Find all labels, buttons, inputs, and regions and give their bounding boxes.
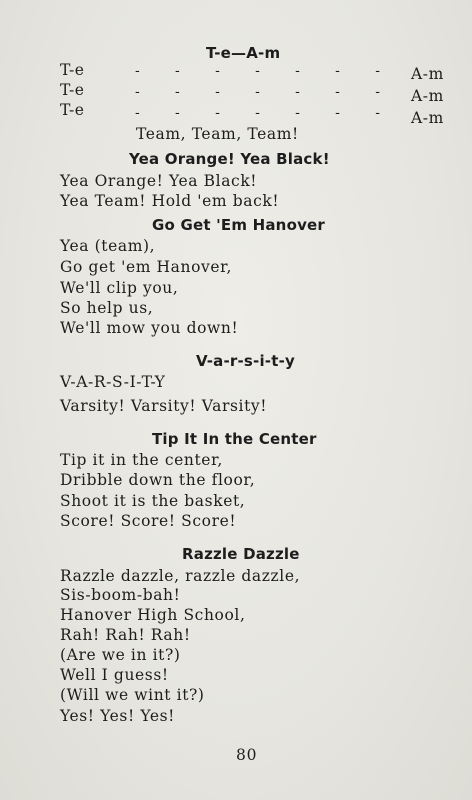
- go-get-em-line: Yea (team),: [60, 237, 156, 255]
- team-cheer-row-left: T-e: [60, 81, 85, 99]
- dash: -: [135, 84, 140, 100]
- yea-orange-line: Yea Team! Hold 'em back!: [60, 192, 280, 210]
- tip-it-line: Dribble down the floor,: [60, 471, 256, 489]
- team-cheer-row-dashes: [135, 105, 380, 121]
- tip-it-line: Shoot it is the basket,: [60, 492, 246, 510]
- razzle-dazzle-line: Sis-boom-bah!: [60, 586, 181, 604]
- dash: -: [295, 105, 300, 121]
- varsity-line: V-A-R-S-I-T-Y: [60, 373, 166, 391]
- dash: -: [255, 105, 260, 121]
- team-cheer-row-right: A-m: [411, 65, 444, 83]
- razzle-dazzle-line: Rah! Rah! Rah!: [60, 626, 191, 644]
- dash: -: [375, 105, 380, 121]
- razzle-dazzle-line: Razzle dazzle, razzle dazzle,: [60, 567, 301, 585]
- team-cheer-row-dashes: [135, 63, 380, 79]
- dash: -: [255, 63, 260, 79]
- go-get-em-line: So help us,: [60, 299, 154, 317]
- razzle-dazzle-line: Hanover High School,: [60, 606, 246, 624]
- tip-it-title: Tip It In the Center: [152, 430, 317, 448]
- dash: -: [295, 84, 300, 100]
- go-get-em-line: Go get 'em Hanover,: [60, 258, 232, 276]
- go-get-em-line: We'll clip you,: [60, 279, 179, 297]
- razzle-dazzle-line: (Will we wint it?): [60, 686, 205, 704]
- dash: -: [175, 84, 180, 100]
- yea-orange-line: Yea Orange! Yea Black!: [60, 172, 258, 190]
- dash: -: [375, 84, 380, 100]
- dash: -: [175, 105, 180, 121]
- yea-orange-title: Yea Orange! Yea Black!: [129, 150, 330, 168]
- go-get-em-line: We'll mow you down!: [60, 319, 239, 337]
- tip-it-line: Tip it in the center,: [60, 451, 223, 469]
- dash: -: [295, 63, 300, 79]
- dash: -: [135, 63, 140, 79]
- tip-it-line: Score! Score! Score!: [60, 512, 237, 530]
- dash: -: [335, 105, 340, 121]
- dash: -: [255, 84, 260, 100]
- team-cheer-row-left: T-e: [60, 61, 85, 79]
- page-number: 80: [236, 746, 258, 764]
- dash: -: [375, 63, 380, 79]
- dash: -: [215, 63, 220, 79]
- team-cheer-row-dashes: [135, 84, 380, 100]
- razzle-dazzle-line: Well I guess!: [60, 666, 169, 684]
- varsity-title: V-a-r-s-i-t-y: [196, 352, 296, 370]
- team-cheer-closing: Team, Team, Team!: [136, 125, 299, 143]
- dash: -: [215, 84, 220, 100]
- go-get-em-title: Go Get 'Em Hanover: [152, 216, 326, 234]
- razzle-dazzle-line: (Are we in it?): [60, 646, 181, 664]
- dash: -: [175, 63, 180, 79]
- team-cheer-title: T-e—A-m: [206, 44, 281, 62]
- dash: -: [135, 105, 140, 121]
- razzle-dazzle-title: Razzle Dazzle: [182, 545, 300, 563]
- razzle-dazzle-line: Yes! Yes! Yes!: [60, 707, 175, 725]
- team-cheer-row-left: T-e: [60, 101, 85, 119]
- varsity-line: Varsity! Varsity! Varsity!: [60, 397, 268, 415]
- team-cheer-row-right: A-m: [411, 87, 444, 105]
- team-cheer-row-right: A-m: [411, 109, 444, 127]
- dash: -: [335, 84, 340, 100]
- dash: -: [335, 63, 340, 79]
- dash: -: [215, 105, 220, 121]
